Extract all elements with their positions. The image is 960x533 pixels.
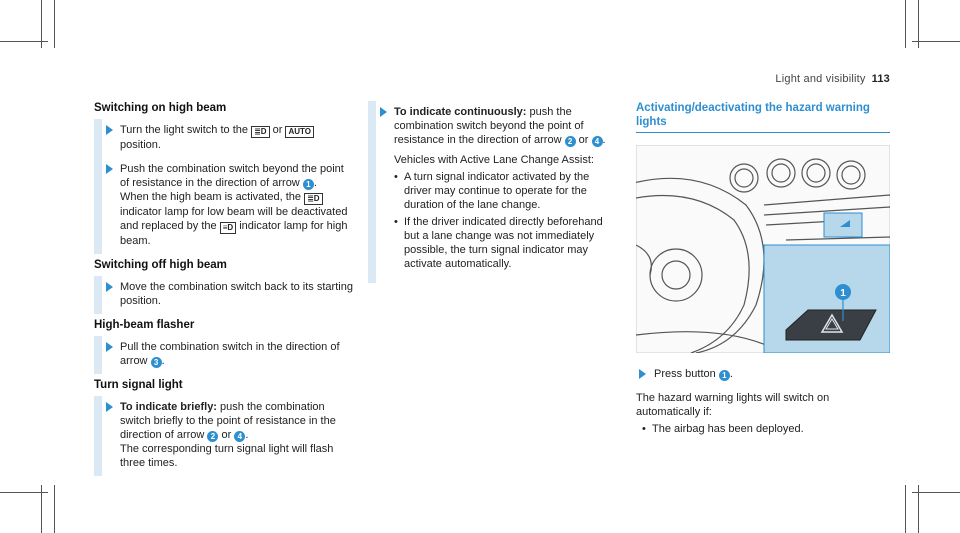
low-beam-icon: ≣D (251, 126, 269, 138)
instruction-step: Press button 1 . (636, 367, 890, 381)
heading-switching-off-high-beam: Switching off high beam (94, 259, 227, 271)
list-item: • If the driver indicated directly beforehand but a lane change was not immediately possible, the turn signal indicator may activate automatically. (394, 215, 618, 271)
step-arrow-icon (106, 164, 113, 174)
hazard-switch-figure (636, 145, 890, 353)
arrow-callout: 4 (592, 136, 603, 147)
crop-mark (54, 485, 55, 533)
instruction-step: To indicate briefly: push the combination switch briefly to the point of resistance in the direction of arrow 2 or 4 . The corresponding turn signal light will flash three times. (94, 400, 356, 470)
step-arrow-icon (106, 402, 113, 412)
right-column (636, 101, 890, 436)
crop-mark (905, 485, 906, 533)
figure-callout-number: 1 (840, 288, 846, 299)
list-item: • A turn signal indicator activated by the driver may continue to operate for the duration of the lane change. (394, 170, 618, 212)
step-arrow-icon (106, 125, 113, 135)
page-number: 113 (871, 73, 890, 85)
heading-switching-on-high-beam: Switching on high beam (94, 102, 227, 114)
crop-mark (905, 0, 906, 48)
body-paragraph: The hazard warning lights will switch on automatically if: (636, 392, 830, 418)
crop-mark (912, 41, 960, 42)
instruction-step: Move the combination switch back to its starting position. (94, 280, 356, 308)
instruction-step: Pull the combination switch in the direction of arrow 3 . (94, 340, 356, 368)
arrow-callout: 2 (207, 431, 218, 442)
step-arrow-icon (106, 282, 113, 292)
crop-mark (0, 41, 48, 42)
instruction-step: To indicate continuously: push the combination switch beyond the point of resistance in the direction of arrow 2 or 4 . Vehicles with Active Lane Change Assist: • A turn signal indicator activated by the driver may continue to operate for the duration of the lane change. • If the driver indicated directly beforehand but a lane change was not immediately possible, the turn signal indicator may activate automatically. (368, 105, 618, 277)
section-title: Activating/deactivating the hazard warning lights (636, 101, 890, 133)
instruction-step: Push the combination switch beyond the point of resistance in the direction of arrow 1 . When the high beam is activated, the ≣D indicator lamp for low beam will be deactivated and replaced by the ≡D indicator lamp for high beam. (94, 162, 356, 248)
high-beam-icon: ≡D (220, 222, 236, 234)
running-header (775, 73, 890, 85)
low-beam-icon: ≣D (304, 193, 322, 205)
step-arrow-icon (639, 369, 646, 379)
left-column (94, 101, 356, 480)
arrow-callout: 1 (303, 179, 314, 190)
heading-high-beam-flasher: High-beam flasher (94, 319, 195, 331)
button-callout: 1 (719, 370, 730, 381)
crop-mark (912, 492, 960, 493)
instruction-step: Turn the light switch to the ≣D or AUTO position. (94, 123, 356, 152)
crop-mark (41, 485, 42, 533)
crop-mark (918, 485, 919, 533)
section-name: Light and visibility (775, 73, 866, 85)
auto-light-icon: AUTO (285, 126, 314, 138)
heading-turn-signal-light: Turn signal light (94, 379, 183, 391)
arrow-callout: 4 (234, 431, 245, 442)
arrow-callout: 2 (565, 136, 576, 147)
step-arrow-icon (106, 342, 113, 352)
crop-mark (54, 0, 55, 48)
arrow-callout: 3 (151, 357, 162, 368)
middle-column (368, 105, 618, 287)
list-item: • The airbag has been deployed. (642, 422, 890, 436)
step-arrow-icon (380, 107, 387, 117)
